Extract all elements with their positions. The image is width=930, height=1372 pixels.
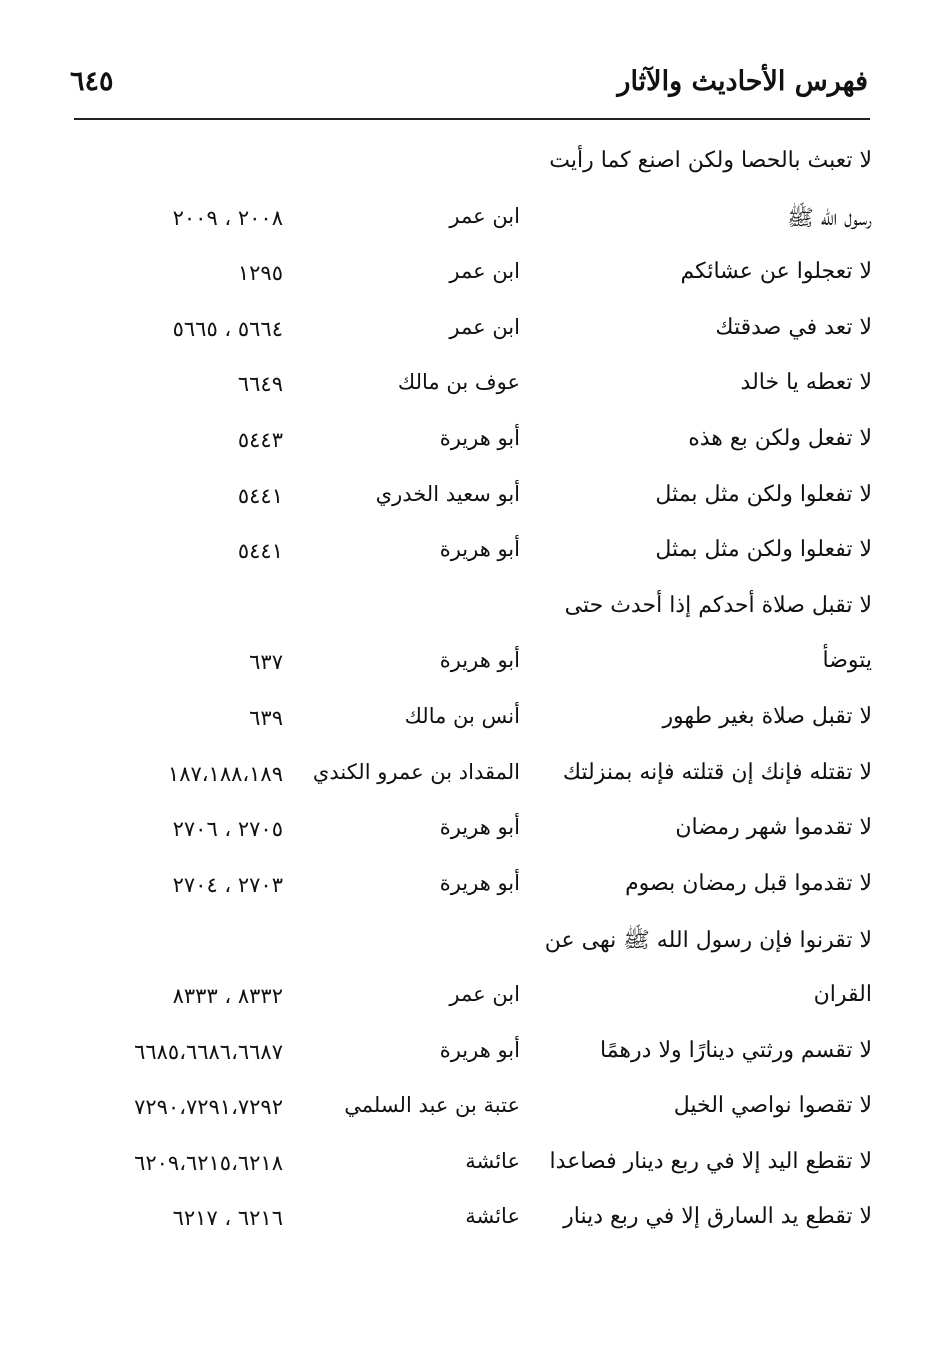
narrator: أبو هريرة [439,648,520,673]
index-row [0,362,930,418]
hadith-text: القران [813,981,872,1007]
narrator: ابن عمر [449,981,520,1006]
index-row [0,251,930,307]
hadith-text: يتوضأ [822,648,872,674]
hadith-text: لا تقبل صلاة بغير طهور [662,703,872,729]
index-row [0,640,930,696]
hadith-numbers: ٨٣٣٢ ، ٨٣٣٣ [172,983,283,1008]
index-row [0,974,930,1030]
hadith-text: لا تفعلوا ولكن مثل بمثل [655,537,872,563]
hadith-numbers: ١٨٧،١٨٨،١٨٩ [167,761,283,786]
hadith-numbers: ٦٣٧ [249,650,283,675]
hadith-text: لا تعبث بالحصا ولكن اصنع كما رأيت [549,148,872,173]
page-header [0,0,930,125]
hadith-text: لا تفعلوا ولكن مثل بمثل [655,481,872,507]
index-row [0,1030,930,1086]
narrator: المقداد بن عمرو الكندي [312,759,520,784]
hadith-text: لا تقدموا شهر رمضان [675,815,872,841]
index-row [0,807,930,863]
hadith-numbers: ٢٧٠٥ ، ٢٧٠٦ [172,817,283,842]
narrator: عوف بن مالك [397,370,520,395]
hadith-text: لا تفعل ولكن بع هذه [688,425,872,451]
hadith-text: لا تقصوا نواصي الخيل [673,1093,872,1119]
index-row [0,474,930,530]
index-row [0,863,930,919]
narrator: عتبة بن عبد السلمي [344,1093,520,1118]
hadith-numbers: ٢٧٠٣ ، ٢٧٠٤ [172,872,283,897]
narrator: أبو هريرة [439,537,520,562]
narrator: أبو هريرة [439,815,520,840]
hadith-text: رسول الله ﷺ [787,205,872,231]
index-row [0,585,930,641]
index-row [0,1141,930,1197]
hadith-text: لا تعجلوا عن عشائكم [680,259,872,285]
hadith-numbers: ٦٦٨٥،٦٦٨٦،٦٦٨٧ [134,1039,283,1064]
index-row [0,196,930,252]
index-row [0,1196,930,1252]
hadith-text: لا تقطع يد السارق إلا في ربع دينار [563,1204,872,1230]
page-number: ٦٤٥ [70,66,114,97]
index-row [0,529,930,585]
hadith-numbers: ١٢٩٥ [237,261,283,286]
hadith-text: لا تقتله فإنك إن قتلته فإنه بمنزلتك [562,759,872,785]
index-row [0,696,930,752]
hadith-text: لا تقبل صلاة أحدكم إذا أحدث حتى [564,592,872,618]
narrator: أبو هريرة [439,1037,520,1062]
index-row [0,418,930,474]
hadith-numbers: ٥٤٤١ [237,483,283,508]
hadith-text: لا تقطع اليد إلا في ربع دينار فصاعدا [549,1148,872,1174]
narrator: ابن عمر [449,259,520,284]
narrator: عائشة [465,1204,520,1229]
hadith-text: لا تعد في صدقتك [715,314,872,340]
narrator: ابن عمر [449,314,520,339]
narrator: ابن عمر [449,203,520,228]
header-divider [74,118,870,120]
hadith-numbers: ٥٤٤١ [237,539,283,564]
hadith-numbers: ٦٢٠٩،٦٢١٥،٦٢١٨ [134,1150,283,1175]
hadith-numbers: ٥٤٤٣ [237,427,283,452]
hadith-text: لا تقدموا قبل رمضان بصوم [625,870,872,896]
hadith-numbers: ٧٢٩٠،٧٢٩١،٧٢٩٢ [134,1095,283,1120]
index-row [0,140,930,196]
index-row [0,752,930,808]
index-list [0,140,930,1252]
hadith-text: لا تقرنوا فإن رسول الله ﷺ نهى عن [544,928,872,954]
narrator: أبو هريرة [439,870,520,895]
hadith-numbers: ٢٠٠٨ ، ٢٠٠٩ [172,205,283,230]
page-title: فهرس الأحاديث والآثار [617,66,868,97]
hadith-numbers: ٦٣٩ [249,705,283,730]
index-row [0,918,930,974]
index-row [0,1085,930,1141]
narrator: أبو هريرة [439,425,520,450]
narrator: عائشة [465,1148,520,1173]
hadith-numbers: ٥٦٦٤ ، ٥٦٦٥ [172,316,283,341]
index-row [0,307,930,363]
hadith-text: لا تقسم ورثتي دينارًا ولا درهمًا [600,1037,872,1063]
hadith-numbers: ٦٢١٦ ، ٦٢١٧ [172,1206,283,1231]
hadith-numbers: ٦٦٤٩ [237,372,283,397]
hadith-text: لا تعطه يا خالد [740,370,872,396]
narrator: أبو سعيد الخدري [375,481,520,506]
narrator: أنس بن مالك [404,703,520,728]
